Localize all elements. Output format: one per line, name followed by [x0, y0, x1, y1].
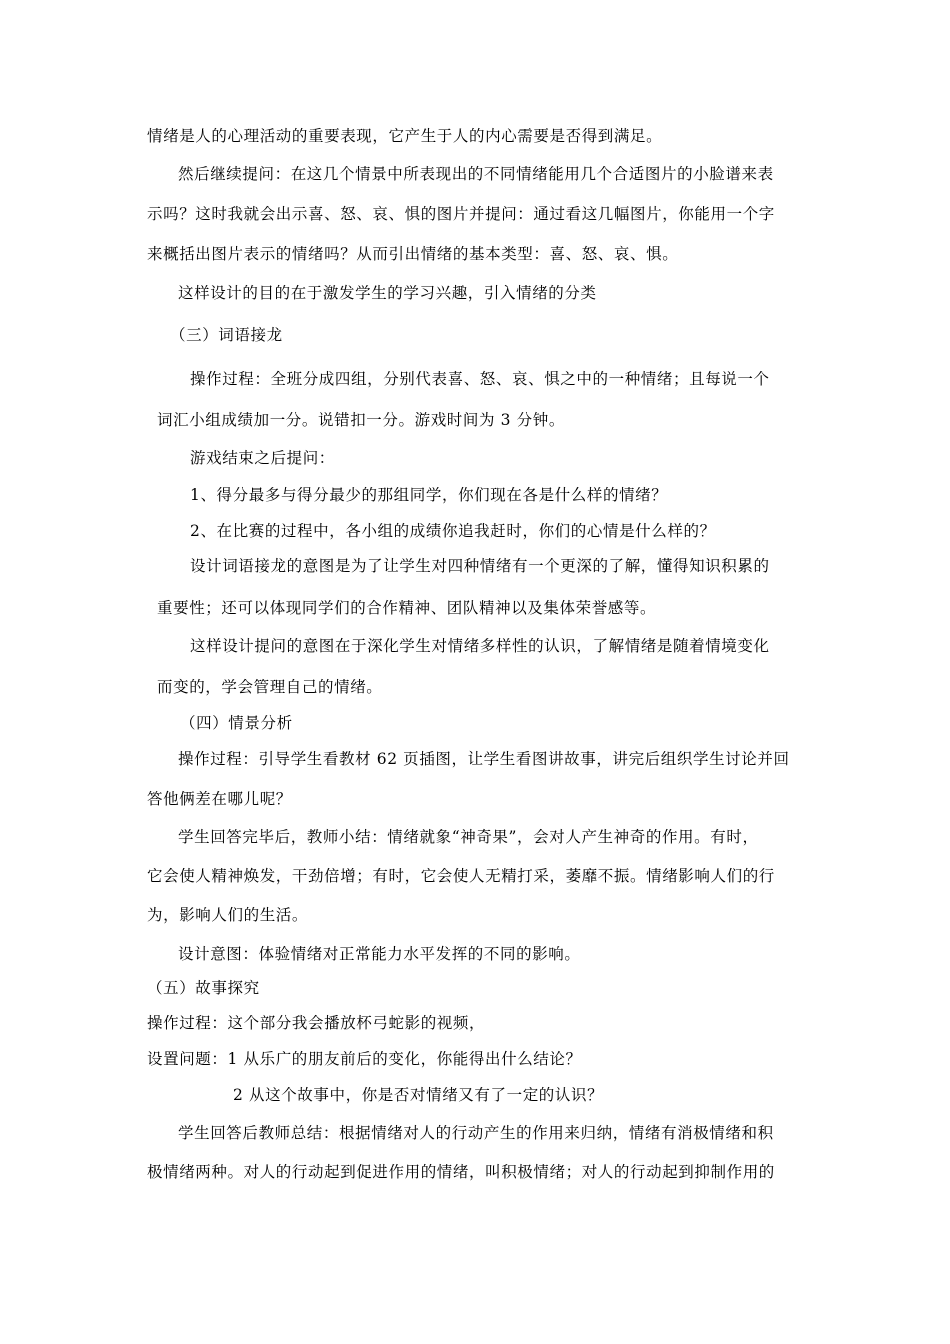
text-line: 这样设计的目的在于激发学生的学习兴趣，引入情绪的分类 — [178, 284, 597, 302]
text-line: 操作过程：这个部分我会播放杯弓蛇影的视频， — [147, 1014, 486, 1032]
text-line: 设计意图：体验情绪对正常能力水平发挥的不同的影响。 — [178, 945, 581, 963]
text-line: 2 从这个故事中，你是否对情绪又有了一定的认识？ — [233, 1086, 604, 1104]
text-line: 学生回答完毕后，教师小结：情绪就象“神奇果”，会对人产生神奇的作用。有时， — [178, 828, 759, 846]
text-line: 设置问题：1 从乐广的朋友前后的变化，你能得出什么结论？ — [147, 1050, 582, 1068]
text-line: 操作过程：引导学生看教材 62 页插图，让学生看图讲故事，讲完后组织学生讨论并回 — [178, 750, 790, 768]
text-line: 极情绪两种。对人的行动起到促进作用的情绪，叫积极情绪；对人的行动起到抑制作用的 — [147, 1163, 775, 1181]
text-line: 重要性；还可以体现同学们的合作精神、团队精神以及集体荣誉感等。 — [157, 599, 657, 617]
text-line: 学生回答后教师总结：根据情绪对人的行动产生的作用来归纳，情绪有消极情绪和积 — [178, 1124, 774, 1142]
text-line: 1、得分最多与得分最少的那组同学，你们现在各是什么样的情绪？ — [190, 486, 668, 504]
text-line: 为，影响人们的生活。 — [147, 906, 309, 924]
text-line: 情绪是人的心理活动的重要表现，它产生于人的内心需要是否得到满足。 — [147, 127, 663, 145]
section-heading: （四）情景分析 — [180, 714, 293, 732]
text-line: 词汇小组成绩加一分。说错扣一分。游戏时间为 3 分钟。 — [157, 411, 565, 429]
text-line: 游戏结束之后提问： — [190, 449, 335, 467]
text-line: 答他俩差在哪儿呢？ — [147, 790, 292, 808]
text-line: 然后继续提问：在这几个情景中所表现出的不同情绪能用几个合适图片的小脸谱来表 — [178, 165, 774, 183]
text-line: 而变的，学会管理自己的情绪。 — [157, 678, 383, 696]
section-heading: （五）故事探究 — [147, 979, 260, 997]
text-line: 操作过程：全班分成四组，分别代表喜、怒、哀、惧之中的一种情绪；且每说一个 — [190, 370, 770, 388]
text-line: 来概括出图片表示的情绪吗？从而引出情绪的基本类型：喜、怒、哀、惧。 — [147, 245, 679, 263]
text-line: 示吗？这时我就会出示喜、怒、哀、惧的图片并提问：通过看这几幅图片，你能用一个字 — [147, 205, 775, 223]
text-line: 2、在比赛的过程中，各小组的成绩你追我赶时，你们的心情是什么样的？ — [190, 522, 716, 540]
section-heading: （三）词语接龙 — [170, 326, 283, 344]
text-line: 设计词语接龙的意图是为了让学生对四种情绪有一个更深的了解，懂得知识积累的 — [190, 557, 770, 575]
text-line: 这样设计提问的意图在于深化学生对情绪多样性的认识，了解情绪是随着情境变化 — [190, 637, 770, 655]
text-line: 它会使人精神焕发，干劲倍增；有时，它会使人无精打采，萎靡不振。情绪影响人们的行 — [147, 867, 775, 885]
